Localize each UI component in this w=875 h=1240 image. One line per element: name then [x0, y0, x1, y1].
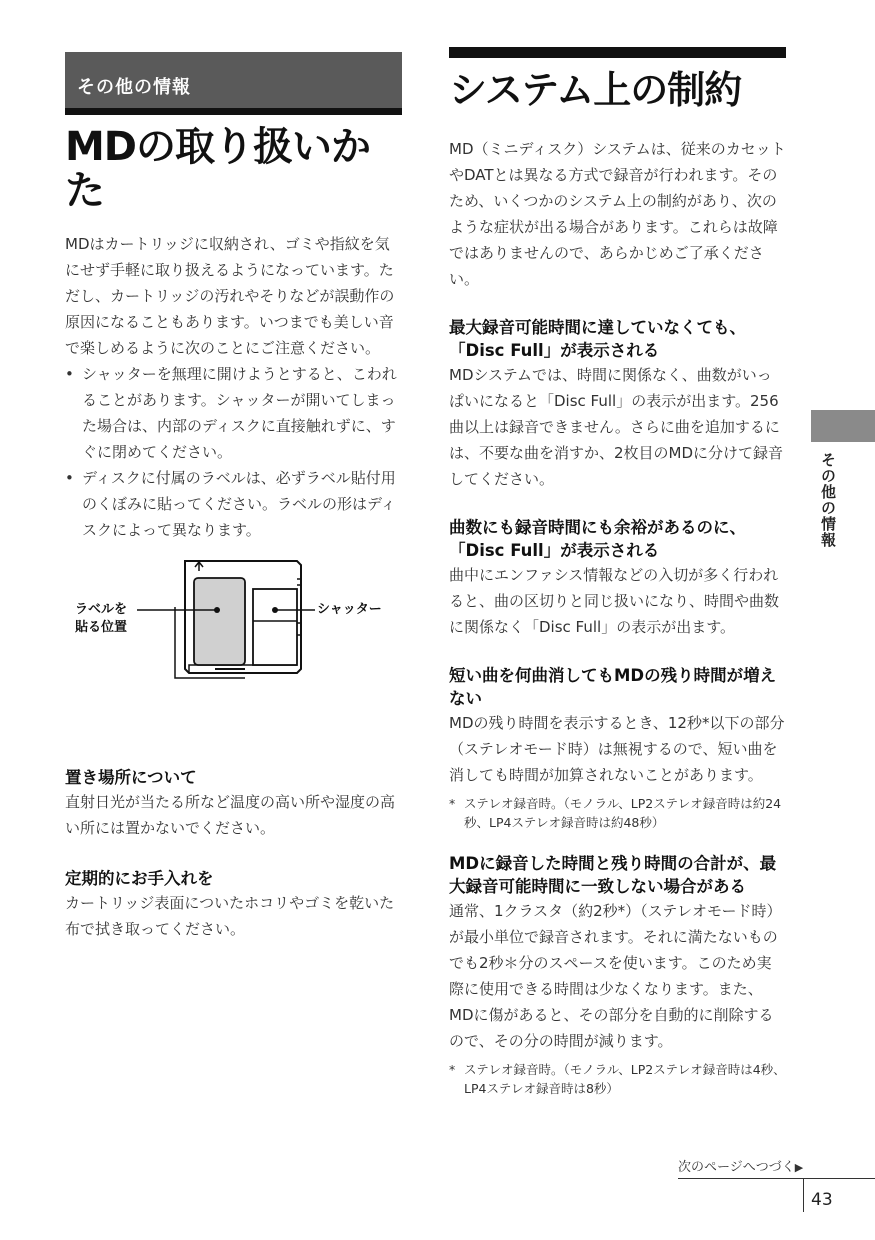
page-title-md-handling: MDの取り扱いかた — [65, 124, 371, 214]
section3-text: MDの残り時間を表示するとき、12秒*以下の部分（ステレオモード時）は無視するので、短い曲を消しても時間が加算されないことがあります。 — [449, 713, 785, 784]
storage-text: 直射日光が当たる所など温度の高い所や湿度の高い所には置かないでください。 — [65, 793, 396, 837]
continue-next-page — [678, 1156, 803, 1175]
section2-text: 曲中にエンファシス情報などの入切が多く行われると、曲の区切りと同じ扱いになり、時間や曲数に関係なく「Disc Full」の表示が出ます。 — [449, 565, 780, 636]
bullet-label: • ディスクに付属のラベルは、必ずラベル貼付用のくぼみに貼ってください。ラベルの形はディスクによって異なります。 — [65, 465, 402, 543]
md-handling-intro: MDはカートリッジに収納され、ゴミや指紋を気にせず手軽に取り扱えるようになっています。ただし、カートリッジの汚れやそりなどが誤動作の原因になることもあります。いつまでも美しい音で楽しめるように次のことにご注意ください。 — [65, 235, 395, 357]
section4-heading: MDに録音した時間と残り時間の合計が、最大録音可能時間に一致しない場合がある — [449, 853, 777, 896]
section4-footnote — [449, 1060, 786, 1098]
system-limits-intro: MD（ミニディスク）システムは、従来のカセットやDATとは異なる方式で録音が行われます。そのため、いくつかのシステム上の制約があり、次のような症状が出る場合があります。これらは故障ではありませんので、あらかじめご了承ください。 — [449, 139, 786, 288]
section4-footnote-text: ステレオ録音時。（モノラル、LP2ステレオ録音時は4秒、LP4ステレオ録音時は8秒） — [464, 1061, 786, 1096]
label-position-caption-line2: 貼る位置 — [75, 620, 128, 635]
handling-bullets — [65, 361, 402, 543]
footer-rule — [678, 1178, 875, 1179]
section-rule — [65, 108, 402, 115]
section1-heading: 最大録音可能時間に達していなくても、「Disc Full」が表示される — [449, 317, 746, 360]
label-position-caption-line1: ラベルを — [75, 602, 128, 617]
right-column — [449, 47, 786, 1098]
side-index-tab — [811, 410, 875, 442]
page-title-system-limits: システム上の制約 — [449, 68, 742, 112]
section2-heading: 曲数にも録音時間にも余裕があるのに、「Disc Full」が表示される — [449, 517, 746, 560]
section3-heading: 短い曲を何曲消してもMDの残り時間が増えない — [449, 665, 777, 708]
continue-text: 次のページへつづく — [678, 1160, 795, 1175]
section3-footnote-mark: * — [449, 795, 456, 811]
care-heading: 定期的にお手入れを — [65, 869, 214, 888]
section4-footnote-mark: * — [449, 1061, 456, 1077]
label-position-caption — [75, 601, 127, 637]
section3-footnote-text: ステレオ録音時。（モノラル、LP2ステレオ録音時は約24秒、LP4ステレオ録音時は約48秒） — [464, 795, 782, 830]
left-column — [65, 52, 402, 942]
section1-text: MDシステムでは、時間に関係なく、曲数がいっぱいになると「Disc Full」の表示が出ます。256曲以上は録音できません。さらに曲を追加するには、不要な曲を消すか、2枚目のMDに分けて録音してください。 — [449, 365, 784, 488]
storage-heading: 置き場所について — [65, 768, 197, 787]
md-cartridge-diagram — [65, 557, 402, 732]
section-label: その他の情報 — [65, 52, 402, 108]
section3-footnote — [449, 794, 786, 832]
bullet-shutter: • シャッターを無理に開けようとすると、こわれることがあります。シャッターが開いてしまった場合は、内部のディスクに直接触れずに、すぐに閉めてください。 — [65, 361, 402, 465]
care-text: カートリッジ表面についたホコリやゴミを乾いた布で拭き取ってください。 — [65, 894, 395, 938]
section4-text: 通常、1クラスタ（約2秒*）（ステレオモード時）が最小単位で録音されます。それに満たないものでも2秒＊分のスペースを使います。このため実際に使用できる時間は少なくなります。また、MDに傷があると、その部分を自動的に削除するので、その分の時間が減ります。 — [449, 901, 782, 1050]
md-cartridge-illustration — [65, 557, 402, 732]
side-index-label: その他の情報 — [819, 452, 837, 548]
shutter-caption: シャッター — [317, 602, 382, 617]
footer-vertical-rule — [803, 1178, 804, 1212]
title-rule — [449, 47, 786, 58]
continue-arrow-icon: ▶ — [794, 1161, 804, 1174]
page-number: 43 — [811, 1190, 833, 1210]
